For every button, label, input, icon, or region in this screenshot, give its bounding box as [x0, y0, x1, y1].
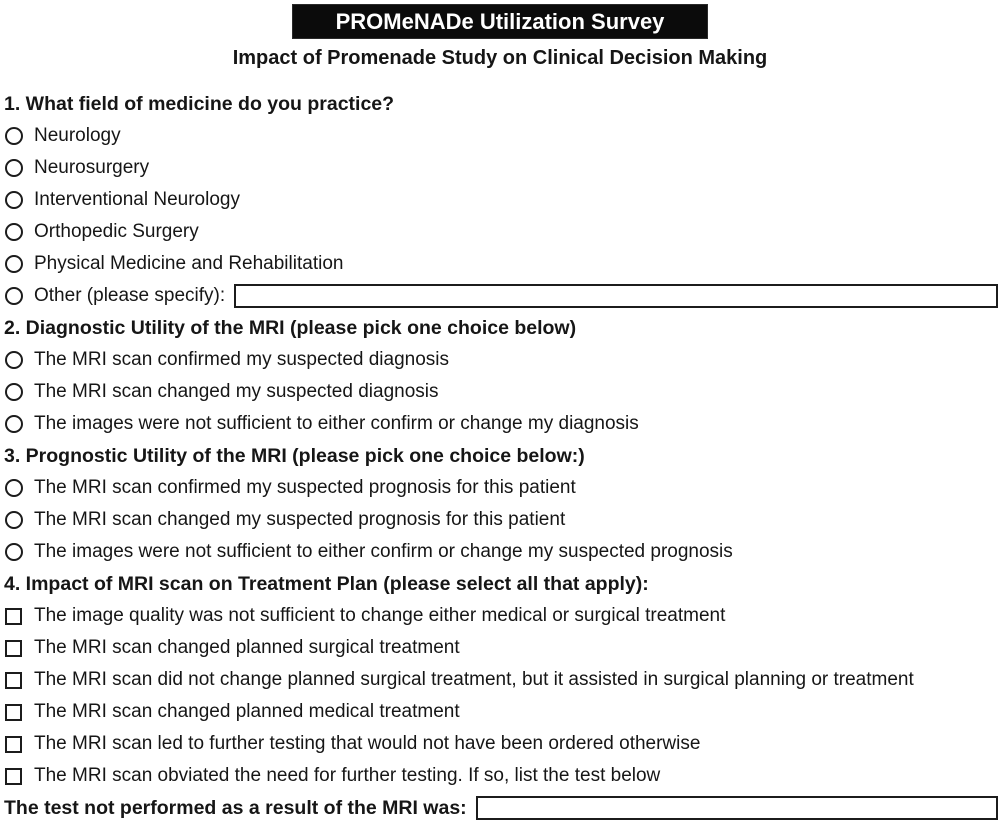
question-3-heading: 3. Prognostic Utility of the MRI (please pick one choice below:) — [4, 444, 585, 467]
option-label: Physical Medicine and Rehabilitation — [34, 253, 344, 274]
option-row — [4, 408, 998, 440]
option-label: The MRI scan changed planned surgical treatment — [34, 637, 460, 658]
option-label: Neurology — [34, 125, 121, 146]
option-row — [4, 696, 998, 728]
option-label: The MRI scan changed my suspected prognosis for this patient — [34, 509, 566, 530]
radio-button[interactable] — [5, 511, 23, 529]
checkbox[interactable] — [5, 672, 22, 689]
checkbox[interactable] — [5, 704, 22, 721]
option-row — [4, 472, 998, 504]
question-4-heading: 4. Impact of MRI scan on Treatment Plan (please select all that apply): — [4, 572, 649, 595]
option-row — [4, 120, 998, 152]
radio-button[interactable] — [5, 287, 23, 305]
option-label: The MRI scan changed planned medical treatment — [34, 701, 460, 722]
option-label: The MRI scan obviated the need for further testing. If so, list the test below — [34, 765, 661, 786]
survey-body — [0, 70, 1000, 824]
radio-button[interactable] — [5, 255, 23, 273]
option-label: The images were not sufficient to either confirm or change my diagnosis — [34, 413, 639, 434]
radio-button[interactable] — [5, 415, 23, 433]
option-label: Interventional Neurology — [34, 189, 240, 210]
option-row — [4, 536, 998, 568]
radio-button[interactable] — [5, 159, 23, 177]
checkbox[interactable] — [5, 768, 22, 785]
other-specify-input[interactable] — [234, 284, 998, 308]
survey-title: PROMeNADe Utilization Survey — [335, 8, 665, 34]
option-row — [4, 760, 998, 792]
radio-button[interactable] — [5, 223, 23, 241]
option-row — [4, 216, 998, 248]
option-label: The images were not sufficient to either confirm or change my suspected prognosis — [34, 541, 733, 562]
option-row — [4, 376, 998, 408]
option-row — [4, 728, 998, 760]
checkbox[interactable] — [5, 640, 22, 657]
survey-page — [0, 5, 1000, 824]
option-row — [4, 280, 998, 312]
radio-button[interactable] — [5, 383, 23, 401]
footer-row — [4, 792, 998, 824]
question-1-heading: 1. What field of medicine do you practice? — [4, 92, 395, 115]
option-label: The MRI scan led to further testing that would not have been ordered otherwise — [34, 733, 701, 754]
option-label: The MRI scan confirmed my suspected diagnosis — [34, 349, 450, 370]
option-label: The MRI scan changed my suspected diagnosis — [34, 381, 439, 402]
survey-subtitle: Impact of Promenade Study on Clinical Decision Making — [232, 47, 768, 69]
option-row — [4, 152, 998, 184]
radio-button[interactable] — [5, 351, 23, 369]
option-row — [4, 504, 998, 536]
option-row — [4, 632, 998, 664]
radio-button[interactable] — [5, 543, 23, 561]
option-row — [4, 248, 998, 280]
radio-button[interactable] — [5, 191, 23, 209]
option-row — [4, 600, 998, 632]
option-label: Orthopedic Surgery — [34, 221, 199, 242]
option-row — [4, 344, 998, 376]
question-2-heading: 2. Diagnostic Utility of the MRI (please pick one choice below) — [4, 316, 577, 339]
option-label: The MRI scan confirmed my suspected prognosis for this patient — [34, 477, 576, 498]
radio-button[interactable] — [5, 127, 23, 145]
radio-button[interactable] — [5, 479, 23, 497]
option-label: Neurosurgery — [34, 157, 150, 178]
test-not-performed-input[interactable] — [476, 796, 998, 820]
option-label: Other (please specify): — [34, 285, 226, 306]
checkbox[interactable] — [5, 736, 22, 753]
option-row — [4, 184, 998, 216]
option-label: The MRI scan did not change planned surgical treatment, but it assisted in surgical planning or treatment — [34, 669, 914, 690]
checkbox[interactable] — [5, 608, 22, 625]
footer-label: The test not performed as a result of the MRI was: — [4, 796, 467, 819]
survey-title-banner — [293, 5, 707, 38]
option-label: The image quality was not sufficient to change either medical or surgical treatment — [34, 605, 726, 626]
option-row — [4, 664, 998, 696]
